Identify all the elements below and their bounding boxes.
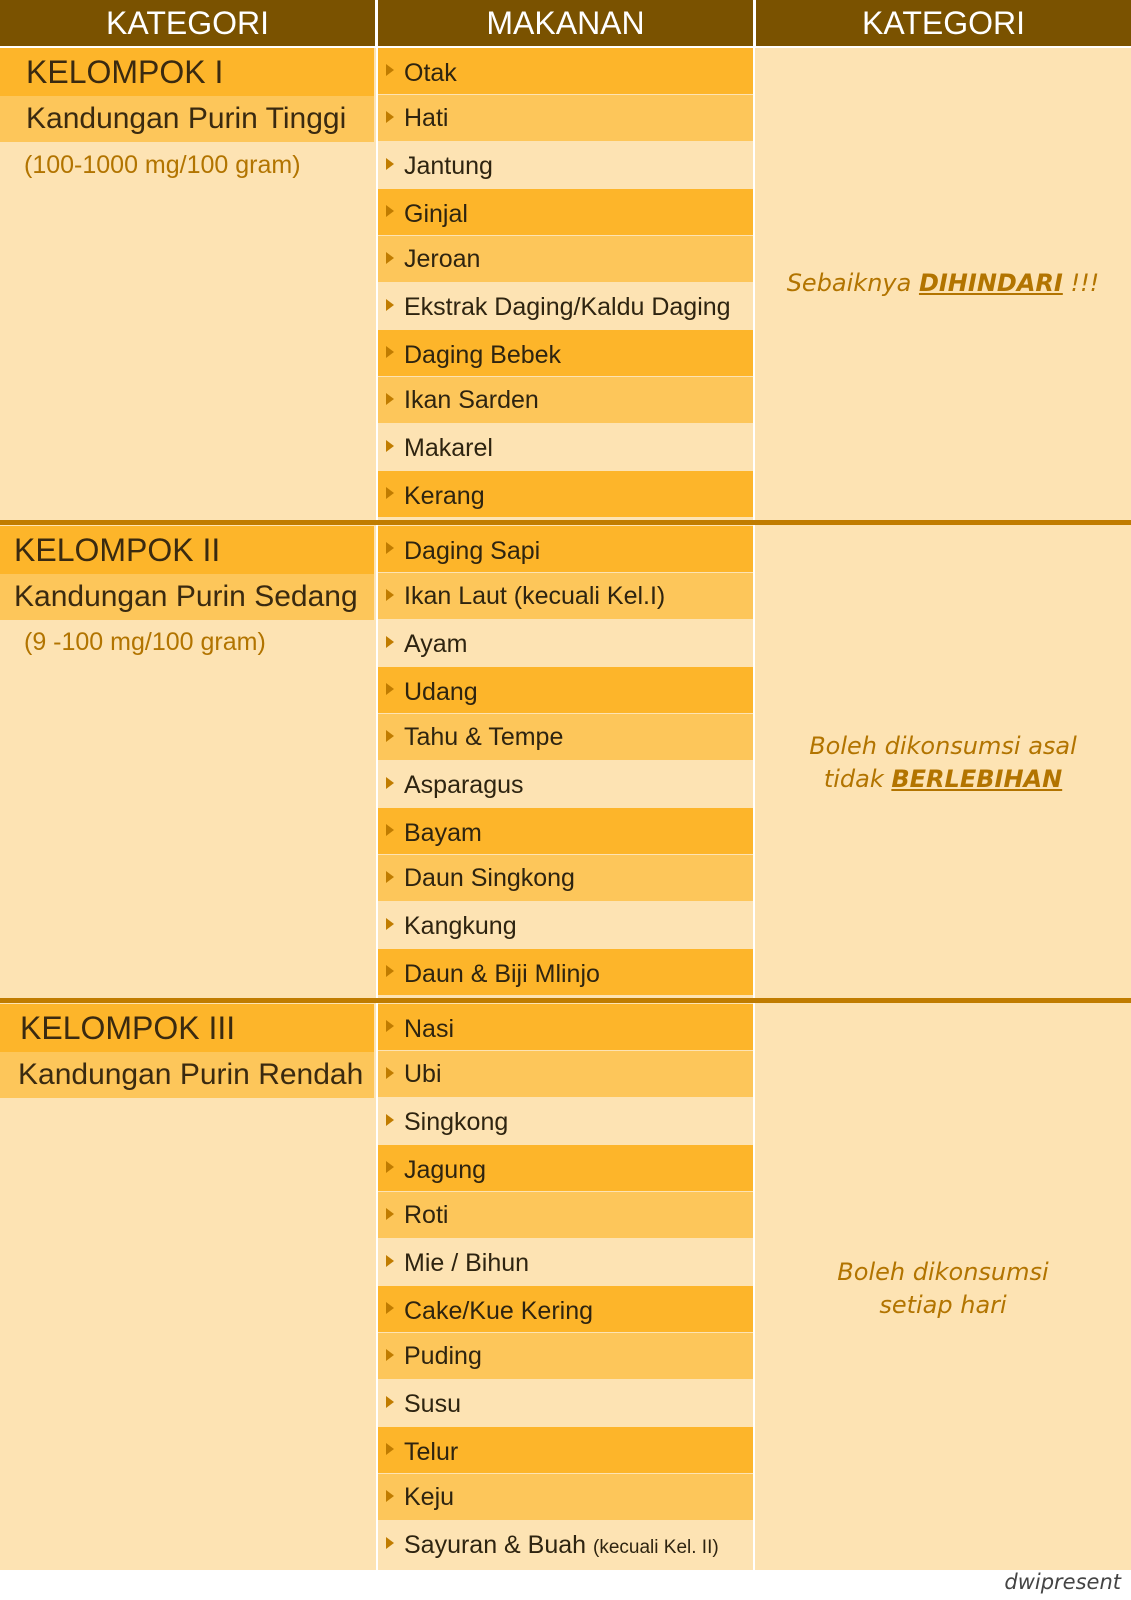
food-item bbox=[378, 1239, 753, 1285]
group-3-note: Boleh dikonsumsi setiap hari bbox=[837, 1258, 1049, 1319]
credit-text: dwipresent bbox=[1004, 1570, 1121, 1594]
food-item bbox=[378, 667, 753, 713]
food-item bbox=[378, 424, 753, 470]
food-label: Makarel bbox=[404, 434, 493, 462]
arrow-bullet-icon bbox=[386, 1302, 394, 1314]
food-item bbox=[378, 1380, 753, 1426]
arrow-bullet-icon bbox=[386, 636, 394, 648]
arrow-bullet-icon bbox=[386, 918, 394, 930]
food-label: Nasi bbox=[404, 1015, 455, 1043]
food-label: Ubi bbox=[404, 1060, 442, 1088]
food-item bbox=[378, 949, 753, 995]
arrow-bullet-icon bbox=[386, 64, 394, 76]
food-label: Kerang bbox=[404, 482, 485, 510]
arrow-bullet-icon bbox=[386, 205, 394, 217]
food-label: Mie / Bihun bbox=[404, 1249, 530, 1277]
food-label: Singkong bbox=[404, 1108, 509, 1136]
food-item bbox=[378, 620, 753, 666]
header-category-left: KATEGORI bbox=[0, 0, 375, 46]
food-label: Jagung bbox=[404, 1156, 487, 1184]
food-label: Jantung bbox=[404, 152, 493, 180]
food-label: Daun Singkong bbox=[404, 864, 575, 892]
arrow-bullet-icon bbox=[386, 1443, 394, 1455]
group-2-subtitle: Kandungan Purin Sedang bbox=[0, 574, 374, 620]
arrow-bullet-icon bbox=[386, 871, 394, 883]
left-column-bg bbox=[0, 48, 376, 1570]
food-label: Daging Sapi bbox=[404, 537, 541, 565]
food-label: Jeroan bbox=[404, 245, 481, 273]
food-label: Bayam bbox=[404, 819, 482, 847]
arrow-bullet-icon bbox=[386, 1349, 394, 1361]
food-label: Cake/Kue Kering bbox=[404, 1297, 594, 1325]
food-label: Daun & Biji Mlinjo bbox=[404, 960, 600, 988]
food-label: Ayam bbox=[404, 630, 468, 658]
arrow-bullet-icon bbox=[386, 487, 394, 499]
food-label: Hati bbox=[404, 104, 449, 132]
food-label: Kangkung bbox=[404, 912, 517, 940]
food-label: Ikan Sarden bbox=[404, 386, 539, 414]
arrow-bullet-icon bbox=[386, 1067, 394, 1079]
group-3-foods bbox=[378, 1004, 753, 1570]
food-label: Telur bbox=[404, 1438, 459, 1466]
group-2-foods bbox=[378, 526, 753, 998]
arrow-bullet-icon bbox=[386, 683, 394, 695]
arrow-bullet-icon bbox=[386, 1537, 394, 1549]
group-1-title: KELOMPOK I bbox=[0, 48, 374, 96]
food-item bbox=[378, 808, 753, 854]
food-label: Roti bbox=[404, 1201, 449, 1229]
arrow-bullet-icon bbox=[386, 730, 394, 742]
food-item bbox=[378, 714, 753, 760]
arrow-bullet-icon bbox=[386, 965, 394, 977]
arrow-bullet-icon bbox=[386, 824, 394, 836]
food-item bbox=[378, 1427, 753, 1473]
arrow-bullet-icon bbox=[386, 1020, 394, 1032]
arrow-bullet-icon bbox=[386, 1161, 394, 1173]
arrow-bullet-icon bbox=[386, 1114, 394, 1126]
food-item bbox=[378, 855, 753, 901]
food-label: Sayuran & Buah bbox=[404, 1531, 587, 1559]
food-label: Otak bbox=[404, 59, 457, 87]
arrow-bullet-icon bbox=[386, 542, 394, 554]
food-label: Susu bbox=[404, 1390, 461, 1418]
arrow-bullet-icon bbox=[386, 393, 394, 405]
food-label: Tahu & Tempe bbox=[404, 723, 564, 751]
food-label-note: (kecuali Kel. II) bbox=[593, 1537, 719, 1558]
arrow-bullet-icon bbox=[386, 440, 394, 452]
food-item bbox=[378, 1051, 753, 1097]
food-item bbox=[378, 1098, 753, 1144]
food-item bbox=[378, 573, 753, 619]
group-1-note: Sebaiknya DIHINDARI !!! bbox=[786, 269, 1100, 297]
group-2-range: (9 -100 mg/100 gram) bbox=[24, 628, 266, 656]
food-item bbox=[378, 95, 753, 141]
arrow-bullet-icon bbox=[386, 252, 394, 264]
arrow-bullet-icon bbox=[386, 111, 394, 123]
group-1-range: (100-1000 mg/100 gram) bbox=[24, 151, 301, 179]
arrow-bullet-icon bbox=[386, 1208, 394, 1220]
food-label: Ikan Laut (kecuali Kel.I) bbox=[404, 582, 666, 610]
food-item bbox=[378, 377, 753, 423]
food-label: Asparagus bbox=[404, 771, 524, 799]
arrow-bullet-icon bbox=[386, 1490, 394, 1502]
group-2-note: Boleh dikonsumsi asal tidak BERLEBIHAN bbox=[809, 732, 1077, 793]
group-1-foods bbox=[378, 48, 753, 523]
food-item bbox=[378, 526, 753, 572]
group-3-subtitle: Kandungan Purin Rendah bbox=[0, 1052, 374, 1098]
arrow-bullet-icon bbox=[386, 1396, 394, 1408]
food-label: Daging Bebek bbox=[404, 341, 562, 369]
food-item bbox=[378, 48, 753, 94]
food-item bbox=[378, 330, 753, 376]
arrow-bullet-icon bbox=[386, 299, 394, 311]
group-3-title: KELOMPOK III bbox=[0, 1004, 374, 1052]
food-item bbox=[378, 471, 753, 517]
food-label: Puding bbox=[404, 1342, 482, 1370]
food-label: Keju bbox=[404, 1483, 455, 1511]
food-item bbox=[378, 1521, 753, 1567]
food-item bbox=[378, 1333, 753, 1379]
food-item bbox=[378, 902, 753, 948]
food-item bbox=[378, 236, 753, 282]
group-divider bbox=[0, 998, 1131, 1003]
food-item bbox=[378, 1474, 753, 1520]
food-label: Udang bbox=[404, 678, 478, 706]
food-item bbox=[378, 1145, 753, 1191]
food-item bbox=[378, 1286, 753, 1332]
food-item bbox=[378, 1192, 753, 1238]
arrow-bullet-icon bbox=[386, 158, 394, 170]
food-item bbox=[378, 283, 753, 329]
food-label: Ekstrak Daging/Kaldu Daging bbox=[404, 293, 731, 321]
group-divider bbox=[0, 520, 1131, 525]
food-item bbox=[378, 142, 753, 188]
food-label: Ginjal bbox=[404, 200, 468, 228]
header-food: MAKANAN bbox=[378, 0, 753, 46]
group-2-title: KELOMPOK II bbox=[0, 526, 374, 574]
arrow-bullet-icon bbox=[386, 1255, 394, 1267]
arrow-bullet-icon bbox=[386, 777, 394, 789]
arrow-bullet-icon bbox=[386, 589, 394, 601]
food-item bbox=[378, 1004, 753, 1050]
arrow-bullet-icon bbox=[386, 346, 394, 358]
header-category-right: KATEGORI bbox=[756, 0, 1131, 46]
food-item bbox=[378, 761, 753, 807]
food-item bbox=[378, 189, 753, 235]
group-1-subtitle: Kandungan Purin Tinggi bbox=[0, 96, 374, 142]
